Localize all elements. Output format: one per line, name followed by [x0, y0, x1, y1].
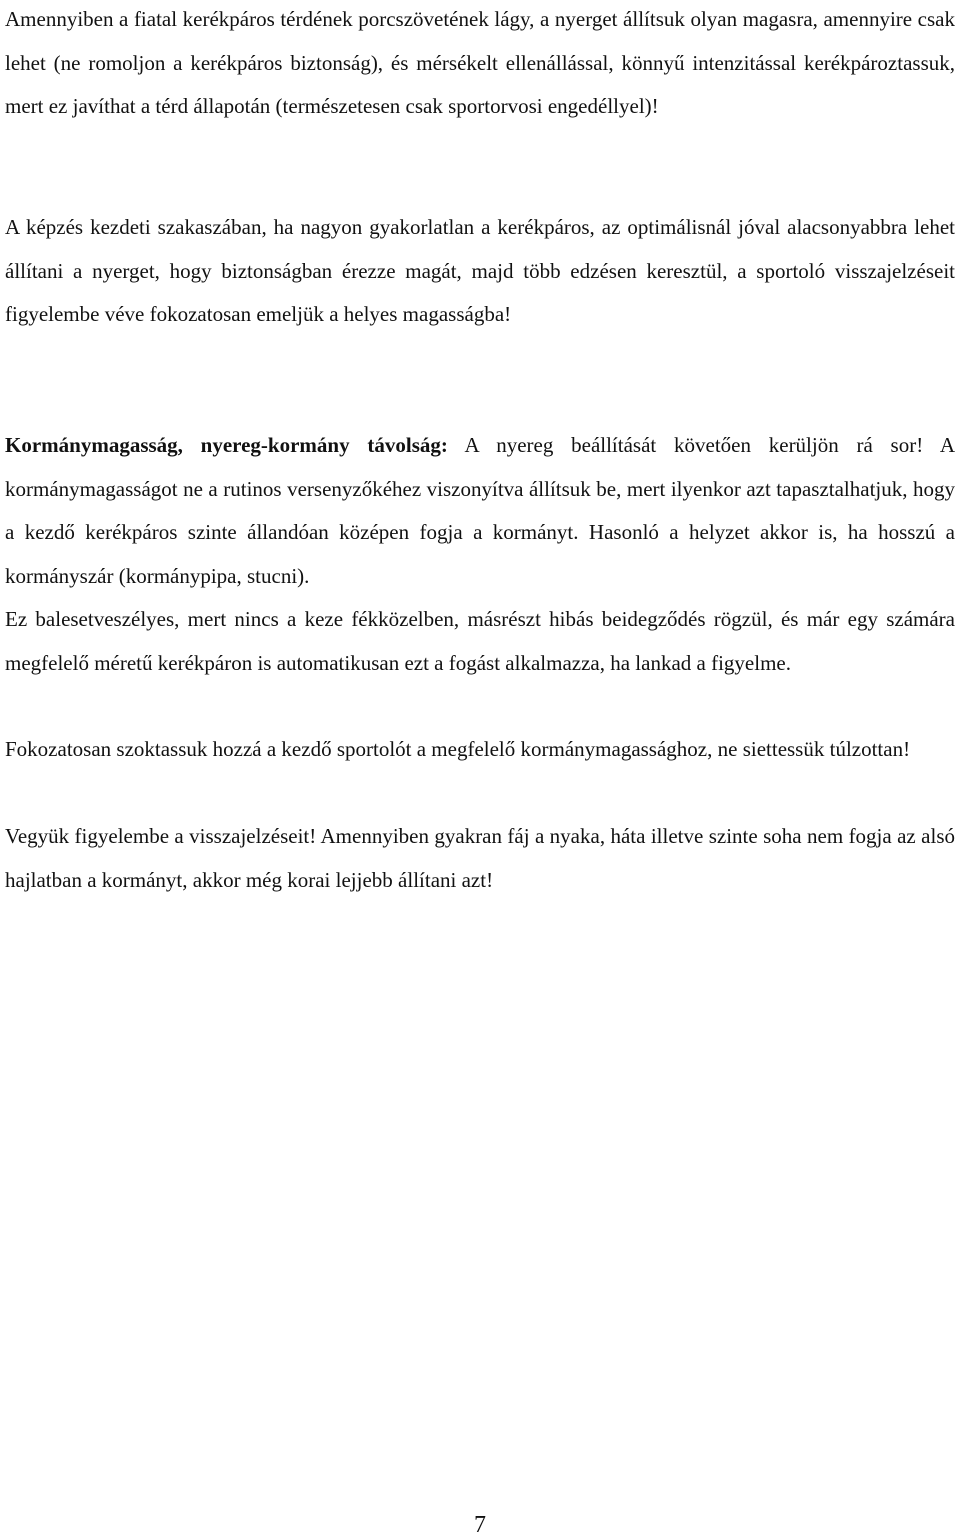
paragraph-saddle-height-knee — [5, 0, 955, 129]
paragraph-handlebar-height — [5, 424, 955, 598]
paragraph-beginner-saddle — [5, 206, 955, 337]
paragraph-text: A képzés kezdeti szakaszában, ha nagyon gyakorlatlan a kerékpáros, az optimálisnál jóval alacsonyabbra lehet állítani a nyerget, hogy biztonságban érezze magát, majd több edzésen keresztül, a sportoló visszajelzéseit figyelembe véve fokozatosan emeljük a helyes magasságba! — [5, 215, 955, 327]
paragraph-text: Fokozatosan szoktassuk hozzá a kezdő sportolót a megfelelő kormánymagassághoz, ne siettessük túlzottan! — [5, 737, 911, 761]
paragraph-feedback — [5, 815, 955, 902]
paragraph-text: Vegyük figyelembe a visszajelzéseit! Amennyiben gyakran fáj a nyaka, háta illetve szinte soha nem fogja az alsó hajlatban a kormányt, akkor még korai lejjebb állítani azt! — [5, 824, 955, 892]
paragraph-gradual-adjustment — [5, 728, 955, 772]
section-heading: Kormánymagasság, nyereg-kormány távolság: — [5, 433, 448, 457]
paragraph-text: Amennyiben a fiatal kerékpáros térdének porcszövetének lágy, a nyerget állítsuk olyan magasra, amennyire csak lehet (ne romoljon a kerékpáros biztonság), és mérsékelt ellenállással, könnyű intenzitással kerékpároztassuk, mert ez javíthat a térd állapotán (természetesen csak sportorvosi engedéllyel)! — [5, 7, 955, 119]
paragraph-text: A nyereg beállítását követően kerüljön rá sor! A kormánymagasságot ne a rutinos versenyzőkéhez viszonyítva állítsuk be, mert ilyenkor azt tapasztalhatjuk, hogy a kezdő kerékpáros szinte állandóan középen fogja a kormányt. Hasonló a helyzet akkor is, ha hosszú a kormányszár (kormánypipa, stucni). — [5, 433, 955, 588]
paragraph-text: Ez balesetveszélyes, mert nincs a keze fékközelben, másrészt hibás beidegződés rögzül, és már egy számára megfelelő méretű kerékpáron is automatikusan ezt a fogást alkalmazza, ha lankad a figyelme. — [5, 607, 955, 675]
paragraph-safety-risk — [5, 598, 955, 685]
page-number: 7 — [474, 1512, 486, 1538]
